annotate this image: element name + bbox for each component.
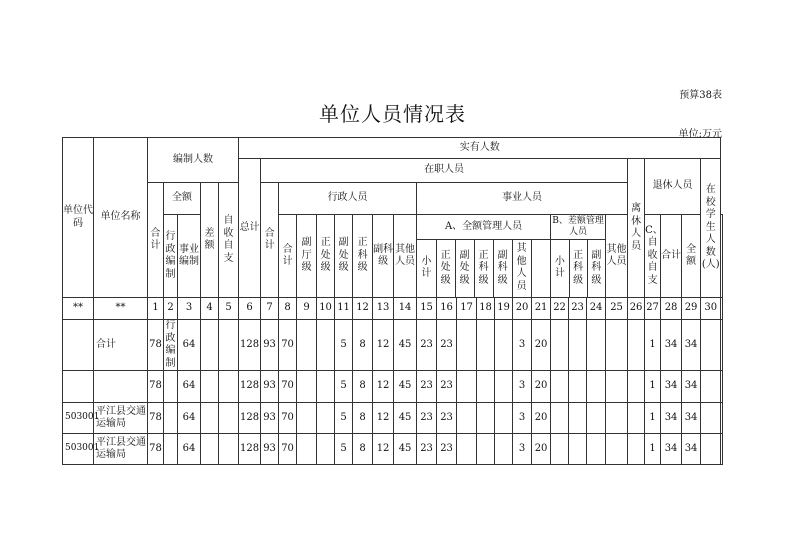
value-cell: 34: [682, 434, 701, 465]
value-cell: 5: [335, 320, 353, 371]
value-cell: 8: [353, 403, 373, 434]
header-unit-name: 单位名称: [94, 138, 148, 298]
value-cell: [495, 371, 513, 403]
header-bz-total: 合计: [148, 183, 164, 298]
value-cell: [457, 371, 477, 403]
value-cell: 23: [417, 371, 437, 403]
value-cell: 45: [394, 371, 417, 403]
table-row: [63, 371, 723, 403]
value-cell: [201, 371, 219, 403]
value-cell: [219, 371, 239, 403]
page-title: 单位人员情况表: [319, 102, 466, 126]
index-cell: 3: [178, 298, 201, 320]
value-cell: [297, 320, 317, 371]
index-cell: 19: [495, 298, 513, 320]
table-row: [63, 320, 723, 371]
value-cell: [701, 403, 721, 434]
header-tx-total: 合计: [661, 215, 682, 298]
header-unit-code: 单位代码: [63, 138, 94, 298]
table-row: [63, 434, 723, 465]
unit-code-cell: 503001: [63, 403, 94, 434]
value-cell: 1: [645, 320, 661, 371]
value-cell: 20: [532, 403, 551, 434]
value-cell: [606, 371, 628, 403]
value-cell: 34: [661, 434, 682, 465]
value-cell: 128: [239, 403, 261, 434]
header-zheng-chu: 正处级: [317, 215, 335, 298]
value-cell: [317, 320, 335, 371]
value-cell: 64: [178, 320, 201, 371]
value-cell: 23: [417, 434, 437, 465]
budget-table-number: 预算38表: [679, 90, 722, 101]
value-cell: 93: [261, 320, 279, 371]
index-cell: 25: [606, 298, 628, 320]
value-cell: 1: [645, 434, 661, 465]
index-cell: 7: [261, 298, 279, 320]
header-b-fu-ke: 副科级: [591, 249, 602, 286]
unit-code-cell: [63, 371, 94, 403]
value-cell: 78: [148, 371, 164, 403]
value-cell: [201, 403, 219, 434]
header-a-zheng-chu: 正处级: [436, 239, 455, 297]
value-cell: [219, 434, 239, 465]
index-cell: 21: [532, 298, 551, 320]
value-cell: 34: [661, 371, 682, 403]
value-cell: 78: [148, 434, 164, 465]
value-cell: [495, 320, 513, 371]
value-cell: [297, 371, 317, 403]
value-cell: 64: [178, 403, 201, 434]
value-cell: 5: [335, 434, 353, 465]
value-cell: [628, 434, 645, 465]
value-cell: [628, 403, 645, 434]
value-cell: 64: [178, 434, 201, 465]
value-cell: [297, 403, 317, 434]
value-cell: [457, 403, 477, 434]
index-cell: 26: [628, 298, 645, 320]
index-cell: 17: [457, 298, 477, 320]
value-cell: [551, 320, 569, 371]
value-cell: 23: [437, 371, 457, 403]
value-cell: 128: [239, 371, 261, 403]
value-cell: [587, 434, 606, 465]
header-shiye-bz: 事业编制: [178, 215, 201, 298]
unit-name-cell: [94, 371, 148, 403]
value-cell: 3: [513, 371, 532, 403]
value-cell: 93: [261, 403, 279, 434]
value-cell: 12: [373, 434, 394, 465]
value-cell: 23: [437, 403, 457, 434]
value-cell: [297, 434, 317, 465]
header-zishou: 自收自支: [219, 183, 239, 298]
value-cell: 8: [353, 320, 373, 371]
value-cell: 1: [645, 403, 661, 434]
value-cell: [587, 320, 606, 371]
index-cell: 28: [661, 298, 682, 320]
value-cell: [551, 403, 569, 434]
value-cell: [551, 371, 569, 403]
value-cell: 34: [661, 403, 682, 434]
value-cell: 23: [417, 320, 437, 371]
value-cell: [457, 320, 477, 371]
index-cell: 13: [373, 298, 394, 320]
header-a-fu-chu: 副处级: [455, 239, 474, 297]
value-cell: [721, 371, 723, 403]
index-cell: 22: [551, 298, 569, 320]
unit-label: 单位:万元: [678, 129, 722, 140]
value-cell: 70: [279, 371, 297, 403]
header-b-group: B、差额管理人员: [551, 215, 605, 239]
index-cell: 2: [164, 298, 178, 320]
value-cell: [219, 320, 239, 371]
value-cell: 34: [682, 403, 701, 434]
value-cell: 行政编制: [165, 320, 176, 369]
value-cell: 128: [239, 320, 261, 371]
value-cell: 34: [682, 371, 701, 403]
header-xz-qita: 其他人员: [394, 215, 417, 298]
index-cell: **: [94, 298, 148, 320]
value-cell: 70: [279, 320, 297, 371]
header-fu-ting: 副厅级: [297, 215, 317, 298]
value-cell: 34: [682, 320, 701, 371]
header-a-group: A、全额管理人员: [417, 215, 550, 239]
value-cell: [701, 320, 721, 371]
index-cell: 27: [645, 298, 661, 320]
value-cell: [721, 403, 723, 434]
header-shiye-ry: 事业人员: [417, 183, 628, 215]
value-cell: [721, 320, 723, 371]
value-cell: [477, 371, 495, 403]
value-cell: [317, 434, 335, 465]
value-cell: 93: [261, 434, 279, 465]
value-cell: 23: [437, 320, 457, 371]
header-a-zheng-ke: 正科级: [474, 239, 493, 297]
value-cell: 8: [353, 371, 373, 403]
index-cell: 4: [201, 298, 219, 320]
value-cell: [569, 403, 587, 434]
header-zongji: 总计: [239, 159, 261, 298]
unit-name-cell: 平江县交通运输局: [94, 434, 148, 465]
value-cell: 64: [178, 371, 201, 403]
index-cell: 12: [353, 298, 373, 320]
value-cell: 3: [513, 320, 532, 371]
value-cell: [477, 320, 495, 371]
value-cell: 1: [645, 371, 661, 403]
header-zaixiao: 在校学生人数(人): [701, 159, 721, 298]
header-b-zheng-ke: 正科级: [569, 239, 587, 297]
value-cell: [569, 320, 587, 371]
value-cell: [606, 403, 628, 434]
value-cell: 34: [661, 320, 682, 371]
index-row: [63, 298, 723, 320]
header-a-qita: 其他人员: [512, 239, 531, 297]
value-cell: [477, 434, 495, 465]
header-lixiu: 离休人员: [628, 159, 645, 298]
unit-name-cell: 平江县交通运输局: [94, 403, 148, 434]
value-cell: 20: [532, 320, 551, 371]
value-cell: [477, 403, 495, 434]
value-cell: 93: [261, 371, 279, 403]
index-cell: 15: [417, 298, 437, 320]
value-cell: [569, 371, 587, 403]
value-cell: 8: [353, 434, 373, 465]
value-cell: 5: [335, 371, 353, 403]
value-cell: [164, 371, 178, 403]
index-cell: 6: [239, 298, 261, 320]
header-b-group-wrap: [551, 215, 606, 298]
value-cell: [495, 403, 513, 434]
value-cell: [551, 434, 569, 465]
header-xingzheng-bz: 行政编制: [164, 215, 178, 298]
index-cell: 16: [437, 298, 457, 320]
value-cell: 78: [148, 320, 164, 371]
unit-name-cell: 合计: [94, 320, 148, 371]
header-a-xiaoji: 小计: [417, 239, 436, 297]
index-cell: 9: [297, 298, 317, 320]
header-xz-total: 合计: [279, 215, 297, 298]
header-zaizhi: 在职人员: [261, 159, 628, 183]
value-cell: 20: [532, 371, 551, 403]
value-cell: [606, 320, 628, 371]
index-cell: 8: [279, 298, 297, 320]
index-cell: 5: [219, 298, 239, 320]
header-zheng-ke: 正科级: [353, 215, 373, 298]
header-b-xiaoji: 小计: [551, 239, 569, 297]
value-cell: 45: [394, 403, 417, 434]
value-cell: 128: [239, 434, 261, 465]
value-cell: [587, 371, 606, 403]
header-fu-ke: 副科级: [373, 215, 394, 298]
value-cell: [164, 434, 178, 465]
index-cell: 24: [587, 298, 606, 320]
header-tx-quane: 全额: [682, 215, 701, 298]
value-cell: 3: [513, 403, 532, 434]
unit-code-cell: 503001: [63, 434, 94, 465]
index-cell: 20: [513, 298, 532, 320]
index-cell: 11: [335, 298, 353, 320]
value-cell: [495, 434, 513, 465]
header-quane: 全额: [164, 183, 201, 215]
header-chae: 差额: [201, 183, 219, 298]
personnel-table: [62, 137, 723, 465]
header-b-qita: 其他人员: [606, 215, 628, 298]
table-row: [63, 403, 723, 434]
value-cell: 12: [373, 403, 394, 434]
header-a-group-wrap: [417, 215, 551, 298]
header-zaizhi-total: 合计: [261, 183, 279, 298]
value-cell: 45: [394, 434, 417, 465]
value-cell: [701, 371, 721, 403]
value-cell: 45: [394, 320, 417, 371]
header-xingzheng-ry: 行政人员: [279, 183, 417, 215]
value-cell: [201, 434, 219, 465]
value-cell: 3: [513, 434, 532, 465]
header-tuixiu: 退休人员: [645, 159, 701, 215]
value-cell: [701, 434, 721, 465]
unit-code-cell: [63, 320, 94, 371]
index-cell: [721, 298, 723, 320]
value-cell: 78: [148, 403, 164, 434]
value-cell: [164, 403, 178, 434]
header-c-group: C、自收自支: [645, 215, 661, 298]
index-cell: 14: [394, 298, 417, 320]
index-cell: 18: [477, 298, 495, 320]
value-cell: [569, 434, 587, 465]
value-cell: [721, 434, 723, 465]
value-cell: 20: [532, 434, 551, 465]
value-cell: [628, 320, 645, 371]
value-cell: [317, 403, 335, 434]
index-cell: 1: [148, 298, 164, 320]
value-cell: [457, 434, 477, 465]
value-cell: [317, 371, 335, 403]
value-cell: [606, 434, 628, 465]
header-a-fu-ke: 副科级: [493, 239, 512, 297]
value-cell: [219, 403, 239, 434]
value-cell: 12: [373, 371, 394, 403]
header-fu-chu: 副处级: [335, 215, 353, 298]
index-cell: 30: [701, 298, 721, 320]
value-cell: [201, 320, 219, 371]
value-cell: 70: [279, 434, 297, 465]
index-cell: 29: [682, 298, 701, 320]
value-cell: 23: [417, 403, 437, 434]
value-cell: 5: [335, 403, 353, 434]
value-cell: 12: [373, 320, 394, 371]
value-cell: [587, 403, 606, 434]
value-cell: 70: [279, 403, 297, 434]
header-tx-chae: [721, 215, 723, 298]
header-shiyou: 实有人数: [239, 138, 721, 159]
index-cell: 23: [569, 298, 587, 320]
index-cell: 10: [317, 298, 335, 320]
index-cell: **: [63, 298, 94, 320]
value-cell: 23: [437, 434, 457, 465]
header-bianzhi: 编制人数: [148, 138, 239, 183]
value-cell: [628, 371, 645, 403]
